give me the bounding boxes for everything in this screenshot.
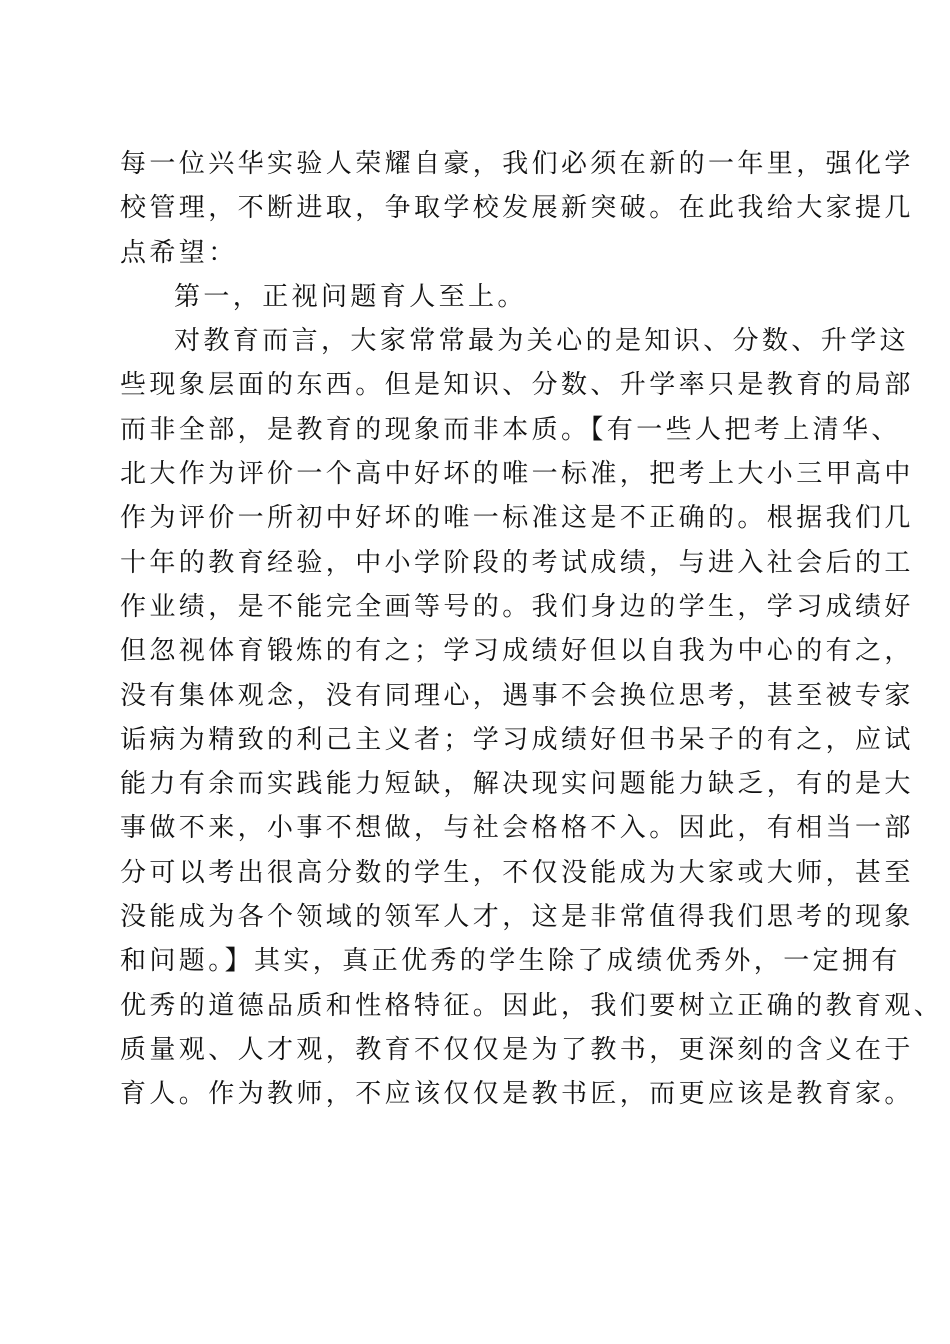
text-line: 育人。作为教师，不应该仅仅是教书匠，而更应该是教育家。 (120, 1079, 914, 1110)
text-line: 没能成为各个领域的领军人才，这是非常值得我们思考的现象 (120, 902, 914, 933)
text-line: 十年的教育经验，中小学阶段的考试成绩，与进入社会后的工 (120, 547, 914, 578)
text-line: 诟病为精致的利己主义者；学习成绩好但书呆子的有之，应试 (120, 724, 914, 755)
text-line: 作业绩，是不能完全画等号的。我们身边的学生，学习成绩好 (120, 591, 914, 622)
text-line: 分可以考出很高分数的学生，不仅没能成为大家或大师，甚至 (120, 857, 914, 888)
text-line: 些现象层面的东西。但是知识、分数、升学率只是教育的局部 (120, 370, 914, 401)
text-line: 质量观、人才观，教育不仅仅是为了教书，更深刻的含义在于 (120, 1034, 914, 1065)
text-line: 点希望： (120, 237, 238, 268)
text-line: 没有集体观念，没有同理心，遇事不会换位思考，甚至被专家 (120, 680, 914, 711)
text-line: 作为评价一所初中好坏的唯一标准这是不正确的。根据我们几 (120, 503, 914, 534)
text-line: 每一位兴华实验人荣耀自豪，我们必须在新的一年里，强化学 (120, 149, 914, 179)
text-line: 而非全部，是教育的现象而非本质。【有一些人把考上清华、 (120, 414, 901, 445)
text-line: 但忽视体育锻炼的有之；学习成绩好但以自我为中心的有之， (120, 636, 914, 667)
section-heading: 第一，正视问题育人至上。 (174, 281, 527, 312)
text-line: 北大作为评价一个高中好坏的唯一标准，把考上大小三甲高中 (120, 459, 914, 490)
text-line: 优秀的道德品质和性格特征。因此，我们要树立正确的教育观、 (120, 990, 944, 1021)
text-line: 能力有余而实践能力短缺，解决现实问题能力缺乏，有的是大 (120, 769, 914, 800)
text-line: 校管理，不断进取，争取学校发展新突破。在此我给大家提几 (120, 193, 914, 224)
text-line: 事做不来，小事不想做，与社会格格不入。因此，有相当一部 (120, 813, 914, 844)
text-line: 对教育而言，大家常常最为关心的是知识、分数、升学这 (174, 326, 910, 357)
body-text (120, 142, 944, 1117)
text-line: 和问题。】其实，真正优秀的学生除了成绩优秀外，一定拥有 (120, 946, 901, 977)
